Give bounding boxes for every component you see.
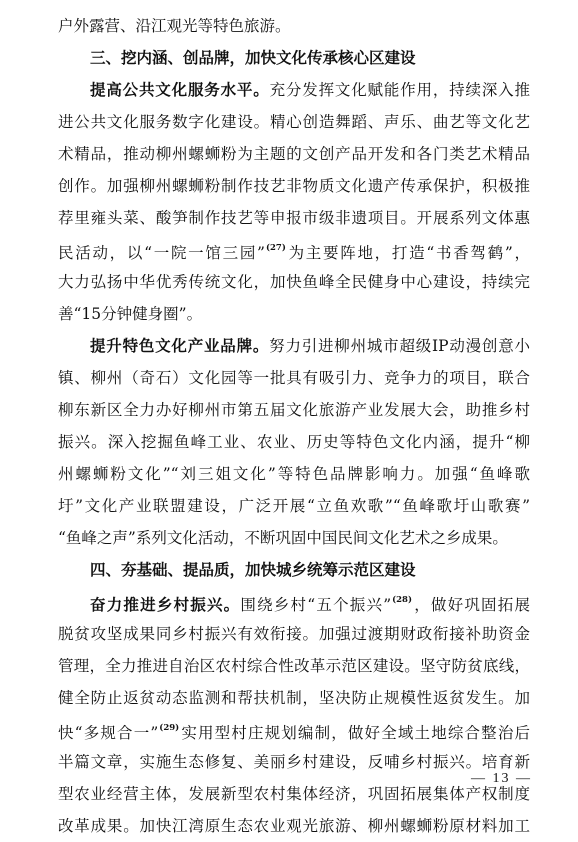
paragraph-lead: 奋力推进乡村振兴。 <box>90 596 241 615</box>
paragraph-line: 善“15分钟健身圈”。 <box>58 305 203 323</box>
paragraph-lead: 提高公共文化服务水平。 <box>90 81 270 99</box>
paragraph-line: 健全防止返贫动态监测和帮扶机制，坚决防止规模性返贫发生。加 <box>58 689 530 707</box>
paragraph-line: 改革成果。加快江湾原生态农业观光旅游、柳州螺蛳粉原材料加工 <box>58 817 530 835</box>
paragraph-line: 奋力推进乡村振兴。围绕乡村“五个振兴”$^{(28)}$，做好巩固拓展 <box>90 595 530 615</box>
paragraph-lead: 提升特色文化产业品牌。 <box>90 337 270 355</box>
paragraph-line: 脱贫攻坚成果同乡村振兴有效衔接。加强过渡期财政衔接补助资金 <box>58 625 530 643</box>
footnote-ref: (29) <box>159 723 180 733</box>
paragraph-line: 振兴。深入挖掘鱼峰工业、农业、历史等特色文化内涵，提升“柳 <box>58 433 530 451</box>
section-heading: 四、夯基础、提品质，加快城乡统筹示范区建设 <box>90 561 416 579</box>
paragraph-line: 柳东新区全力办好柳州市第五届文化旅游产业发展大会，助推乡村 <box>58 401 530 419</box>
paragraph-line: 创作。加强柳州螺蛳粉制作技艺非物质文化遗产传承保护，积极推 <box>58 177 530 195</box>
paragraph-line: 术精品，推动柳州螺蛳粉为主题的文创产品开发和各门类艺术精品 <box>58 145 530 163</box>
paragraph-line: 提升特色文化产业品牌。努力引进柳州城市超级IP动漫创意小 <box>90 337 530 355</box>
paragraph-line: 进公共文化服务数字化建设。精心创造舞蹈、声乐、曲艺等文化艺 <box>58 113 530 131</box>
paragraph-line: 州螺蛳粉文化”“刘三姐文化”等特色品牌影响力。加强“鱼峰歌 <box>58 465 530 483</box>
section-heading: 三、挖内涵、创品牌，加快文化传承核心区建设 <box>90 49 416 67</box>
footnote-ref: (28) <box>392 595 412 605</box>
page-number: — 13 — <box>471 771 532 786</box>
paragraph-line: 圩”文化产业联盟建设，广泛开展“立鱼欢歌”“鱼峰歌圩山歌赛” <box>58 497 530 515</box>
paragraph-line: “鱼峰之声”系列文化活动，不断巩固中国民间文化艺术之乡成果。 <box>58 529 508 547</box>
paragraph-line: 大力弘扬中华优秀传统文化，加快鱼峰全民健身中心建设，持续完 <box>58 273 530 291</box>
document-body <box>58 10 530 842</box>
paragraph-line: 荐里雍头菜、酸笋制作技艺等申报市级非遗项目。开展系列文体惠 <box>58 209 530 227</box>
paragraph-line: 快“多规合一”$^{(29)}$实用型村庄规划编制，做好全域土地综合整治后 <box>58 723 530 743</box>
paragraph-line: 半篇文章，实施生态修复、美丽乡村建设，反哺乡村振兴。培育新 <box>58 753 530 771</box>
paragraph-line: 提高公共文化服务水平。充分发挥文化赋能作用，持续深入推 <box>90 81 530 99</box>
text-line: 户外露营、沿江观光等特色旅游。 <box>58 17 291 35</box>
paragraph-line: 型农业经营主体，发展新型农村集体经济，巩固拓展集体产权制度 <box>58 785 530 803</box>
footnote-ref: (27) <box>265 243 286 253</box>
paragraph-line: 民活动，以“一院一馆三园”$^{(27)}$为主要阵地，打造“书香驾鹤”， <box>58 243 530 263</box>
paragraph-line: 管理，全力推进自治区农村综合性改革示范区建设。坚守防贫底线， <box>58 657 530 675</box>
paragraph-line: 镇、柳州（奇石）文化园等一批具有吸引力、竞争力的项目，联合 <box>58 369 530 387</box>
